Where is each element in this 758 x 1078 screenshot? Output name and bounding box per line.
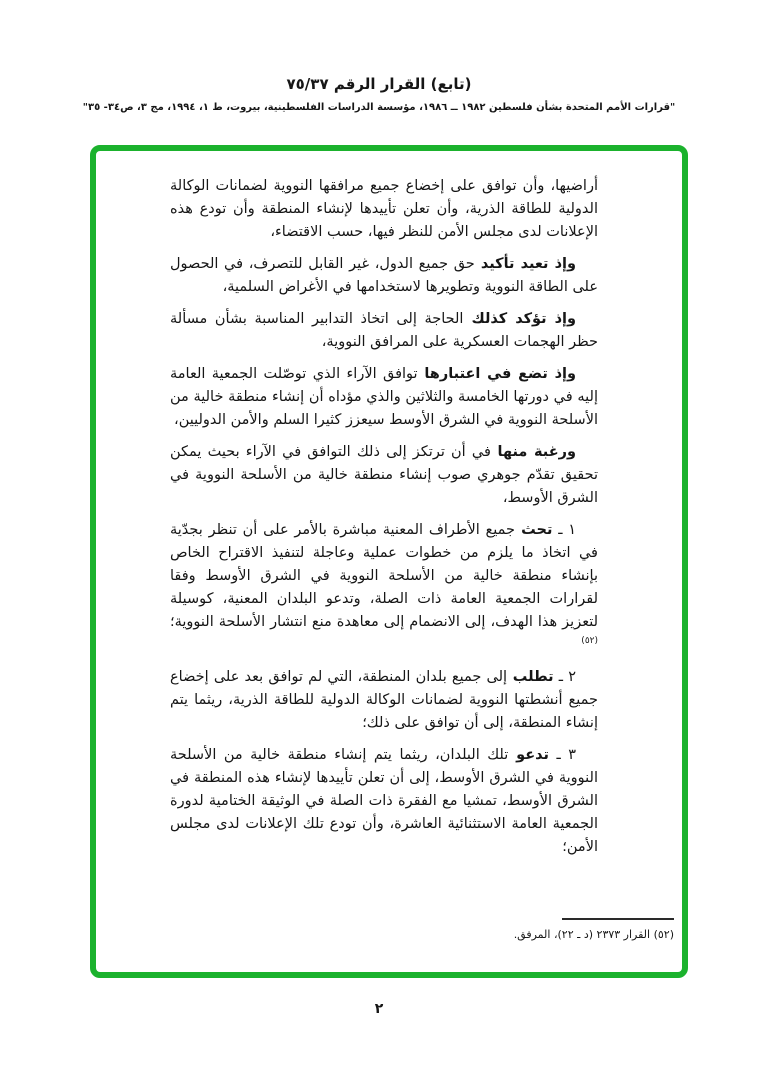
paragraph-lead: ورغبة منها	[490, 444, 576, 460]
item-number: ٣ ـ	[549, 747, 576, 763]
paragraph-text: توافق الآراء الذي توصّلت الجمعية العامة إليه في دورتها الخامسة والثلاثين والذي مؤداه أن إنشاء منطقة خالية من الأسلحة النووية في الشرق الأوسط سيعزز كثيرا السلم والأمن الدوليين،	[170, 366, 598, 428]
paragraph-text: إلى جميع بلدان المنطقة، التي لم توافق بعد على إخضاع جميع أنشطتها النووية لضمانات الوكالة الدولية للطاقة الذرية، ريثما يتم إنشاء المنطقة، إلى أن توافق على ذلك؛	[170, 669, 598, 731]
paragraph-lead: تدعو	[508, 747, 549, 763]
footnote-text: (٥٢) القرار ٢٣٧٣ (د ـ ٢٢)، المرفق.	[513, 928, 674, 941]
paragraph-lead: وإذ تضع في اعتبارها	[417, 366, 576, 382]
paragraph-text: حق جميع الدول، غير القابل للتصرف، في الحصول على الطاقة النووية وتطويرها لاستخدامها في الأغراض السلمية،	[170, 256, 598, 295]
paragraph-text: أراضيها، وأن توافق على إخضاع جميع مرافقها النووية لضمانات الوكالة الدولية للطاقة الذرية، وأن تعلن تأييدها لإنشاء المنطقة وأن تودع هذه الإعلانات لدى مجلس الأمن للنظر فيها، حسب الاقتضاء،	[170, 178, 598, 240]
citation-line: "قرارات الأمم المتحدة بشأن فلسطين ١٩٨٢ ــ ١٩٨٦، مؤسسة الدراسات الفلسطينية، بيروت، ط ١، ١٩٩٤، مج ٣، ص٣٤- ٣٥"	[82, 102, 676, 113]
paragraph-text: تلك البلدان، ريثما يتم إنشاء منطقة خالية من الأسلحة النووية في الشرق الأوسط، إلى أن تعلن تأييدها لإنشاء هذه المنطقة في الشرق الأوسط، تمشيا مع الفقرة ذات الصلة في الوثيقة الختامية لدورة الجمعية العامة الاستثنائية العاشرة، وأن تودع تلك الإعلانات لدى مجلس الأمن؛	[170, 747, 598, 855]
item-number: ١ ـ	[552, 522, 577, 538]
body-paragraph	[170, 363, 598, 432]
footnote-separator	[562, 918, 674, 920]
paragraph-lead: تحث	[514, 522, 553, 538]
paragraph-lead: وإذ تؤكد كذلك	[463, 311, 576, 327]
paragraph-text: جميع الأطراف المعنية مباشرة بالأمر على أن تنظر بجدّية في اتخاذ ما يلزم من خطوات عملية وعاجلة لتنفيذ الاقتراح الخاص بإنشاء منطقة خالية من الأسلحة النووية في الشرق الأوسط وفقا لقرارات الجمعية العامة ذات الصلة، وتدعو البلدان المعنية، كوسيلة لتعزيز هذا الهدف، إلى الانضمام إلى معاهدة منع انتشار الأسلحة النووية؛	[170, 522, 598, 630]
item-number: ٢ ـ	[553, 669, 577, 685]
body-paragraph	[170, 253, 598, 299]
page-number: ٢	[374, 1001, 384, 1017]
body-paragraph	[170, 308, 598, 354]
document-body	[96, 151, 682, 859]
paragraph-lead: تطلب	[507, 669, 554, 685]
footnote-ref: (٥٢)	[581, 636, 598, 647]
page-title: (تابع) القرار الرقم ٧٥/٣٧	[286, 75, 472, 93]
document-frame	[90, 145, 688, 978]
paragraph-text: الحاجة إلى اتخاذ التدابير المناسبة بشأن مسألة حظر الهجمات العسكرية على المرافق النووية،	[170, 311, 598, 350]
body-paragraph	[170, 441, 598, 510]
body-paragraph	[170, 175, 598, 244]
footnote-block	[514, 918, 674, 942]
body-paragraph	[170, 744, 598, 859]
paragraph-text: في أن ترتكز إلى ذلك التوافق في الآراء بحيث يمكن تحقيق تقدّم جوهري صوب إنشاء منطقة خالية من الأسلحة النووية في الشرق الأوسط،	[170, 444, 598, 506]
paragraph-lead: وإذ تعيد تأكيد	[474, 256, 577, 272]
body-paragraph	[170, 666, 598, 735]
document-header	[0, 74, 758, 114]
body-paragraph	[170, 519, 598, 657]
